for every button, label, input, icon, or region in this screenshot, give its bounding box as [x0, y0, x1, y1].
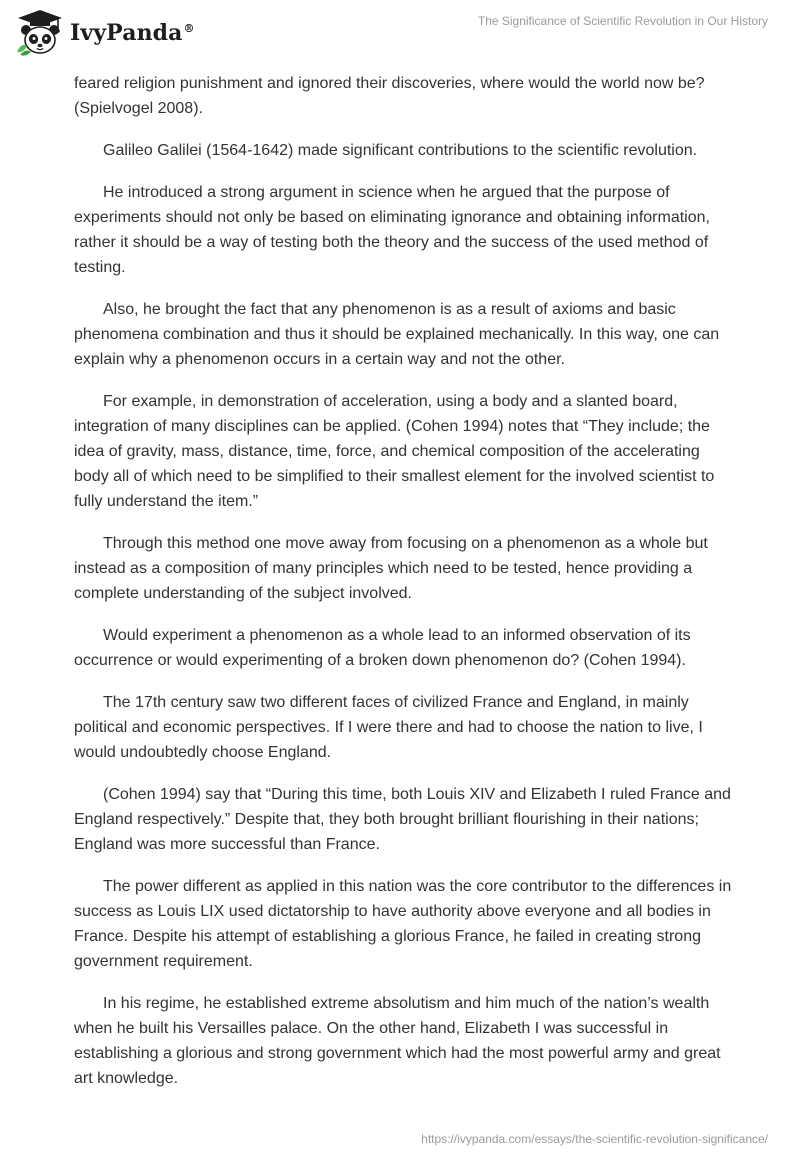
paragraph: For example, in demonstration of acceleration, using a body and a slanted board, integration of many disciplines can be applied. (Cohen 1994) notes that “They include; the idea of gravity, mass, distance, time, force, and chemical composition of the accelerating body all of which need to be simplified to their smallest element for the involved scientist to fully understand the item.” — [74, 393, 715, 510]
paragraph: Also, he brought the fact that any phenomenon is as a result of axioms and basic phenomena combination and thus it should be explained mechanically. In this way, one can explain why a phenomenon occurs in a certain way and not the other. — [74, 301, 720, 368]
paragraph: The 17th century saw two different faces of civilized France and England, in mainly political and economic perspectives. If I were there and had to choose the nation to live, I would undoubtedly choose England. — [74, 694, 703, 761]
panda-graduate-icon — [14, 8, 66, 56]
ivypanda-logo[interactable] — [14, 8, 195, 56]
source-url-link[interactable]: https://ivypanda.com/essays/the-scientific-revolution-significance/ — [421, 1132, 768, 1146]
paragraph: He introduced a strong argument in science when he argued that the purpose of experiments should not only be based on eliminating ignorance and obtaining information, rather it should be a way of testing both the theory and the success of the used method of testing. — [74, 184, 710, 276]
essay-body — [74, 71, 734, 1108]
paragraph: feared religion punishment and ignored their discoveries, where would the world now be? (Spielvogel 2008). — [74, 75, 705, 117]
paragraph: The power different as applied in this nation was the core contributor to the differences in success as Louis LIX used dictatorship to have authority above everyone and all bodies in France. Despite his attempt of establishing a glorious France, he failed in creating strong government requirement. — [74, 878, 732, 970]
logo-wordmark: IvyPanda® — [70, 20, 195, 46]
paragraph: Through this method one move away from focusing on a phenomenon as a whole but instead as a composition of many principles which need to be tested, hence providing a complete understanding of the subject involved. — [74, 535, 708, 602]
paragraph: In his regime, he established extreme absolutism and him much of the nation’s wealth when he built his Versailles palace. On the other hand, Elizabeth I was successful in establishing a glorious and strong government which had the most powerful army and great art knowledge. — [74, 995, 721, 1087]
page-header — [0, 0, 800, 64]
paragraph: (Cohen 1994) say that “During this time, both Louis XIV and Elizabeth I ruled France and England respectively.” Despite that, they both brought brilliant flourishing in their nations; England was more successful than France. — [74, 786, 731, 853]
paragraph: Would experiment a phenomenon as a whole lead to an informed observation of its occurrence or would experimenting of a broken down phenomenon do? (Cohen 1994). — [74, 627, 691, 669]
paragraph: Galileo Galilei (1564-1642) made significant contributions to the scientific revolution. — [103, 142, 698, 159]
document-title: The Significance of Scientific Revolution in Our History — [477, 14, 768, 28]
